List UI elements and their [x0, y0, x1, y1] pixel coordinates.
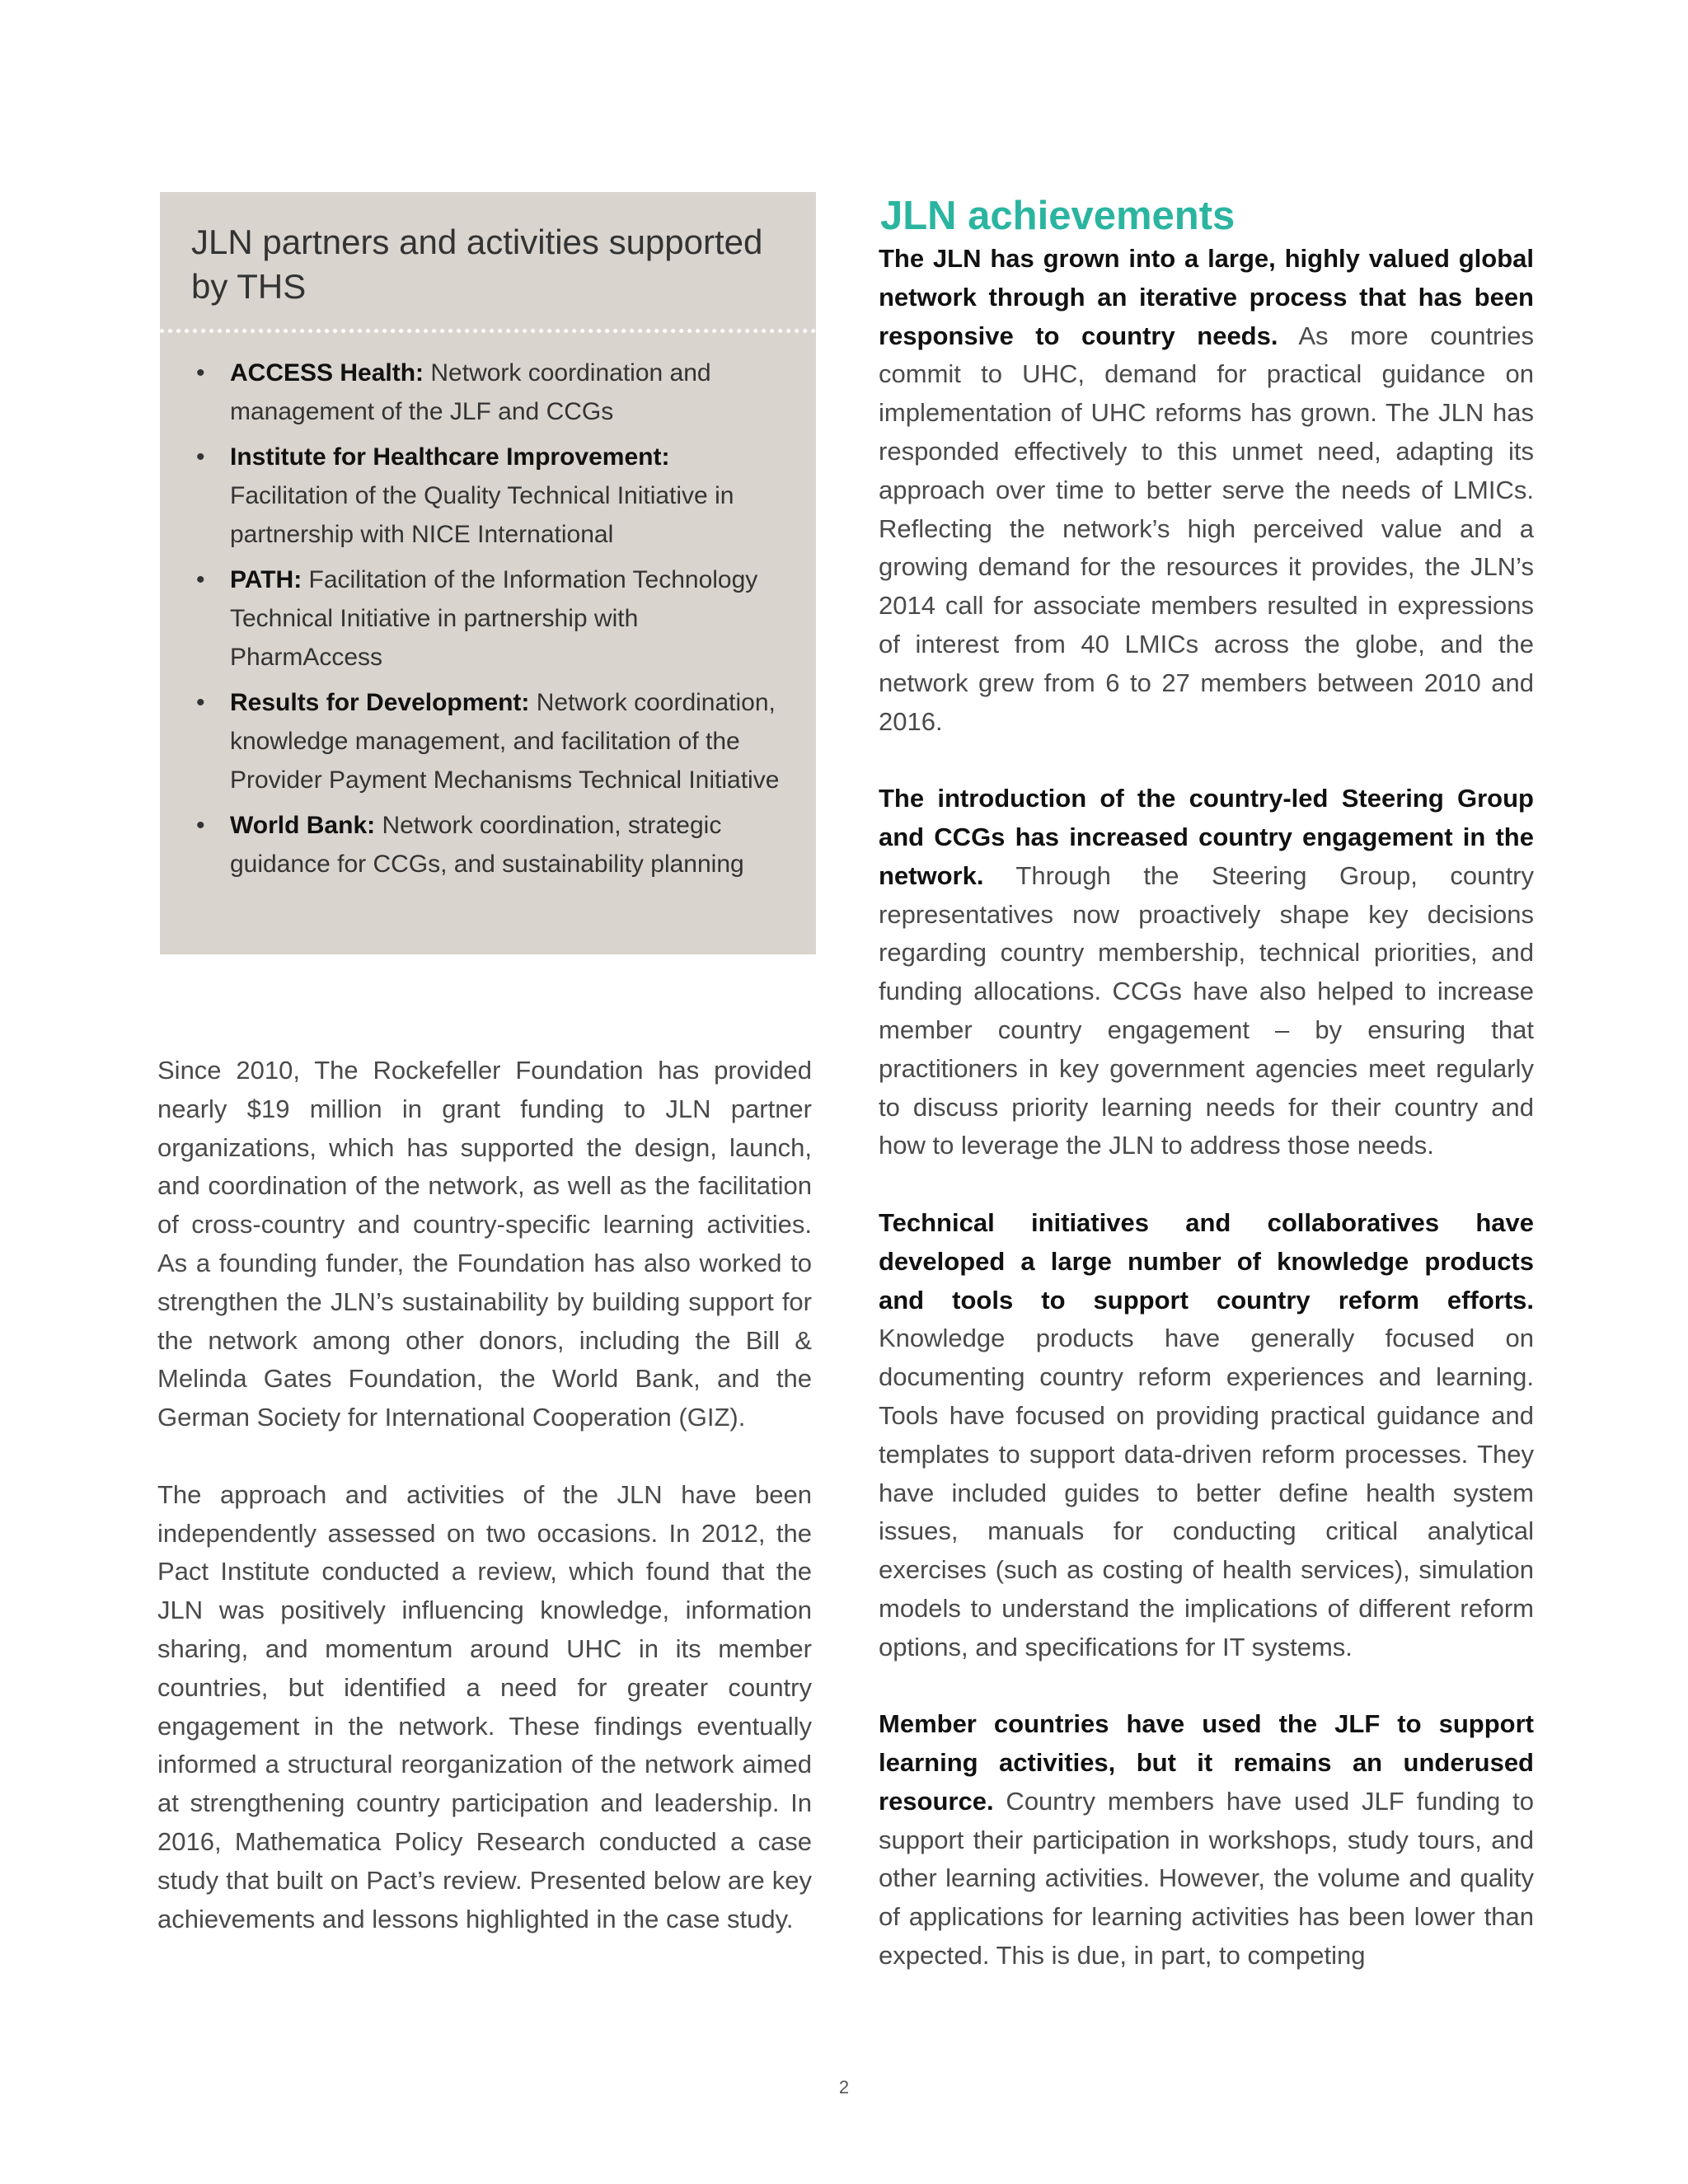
paragraph-text: Country members have used JLF funding to support their participation in workshops, study tours, and other learning activities. However, the volume and quality of applications for learning activities has been lower than expected. This is due, in part, to competing — [879, 1786, 1534, 1971]
list-item — [196, 683, 790, 799]
bullet-icon: • — [196, 443, 205, 471]
partner-activity: Facilitation of the Quality Technical Initiative in partnership with NICE International — [230, 482, 734, 548]
paragraph-lead: Technical initiatives and collaboratives have developed a large number of knowledge products and tools to support country reform efforts. — [879, 1207, 1534, 1315]
sidebar-box-title: JLN partners and activities supported by THS — [191, 223, 763, 306]
list-item — [196, 354, 790, 431]
dotted-divider — [160, 329, 816, 333]
list-item — [196, 438, 790, 554]
right-column — [879, 192, 1534, 2014]
partner-activity: Network coordination, strategic guidance for CCGs, and sustainability planning — [230, 812, 744, 878]
body-paragraph — [879, 780, 1534, 1165]
partner-name: ACCESS Health: — [230, 359, 424, 387]
body-paragraph: Since 2010, The Rockefeller Foundation has provided nearly $19 million in grant funding to JLN partner organizations, which has supported the design, launch, and coordination of the network, as well as the facilitation of cross-country and country-specific learning activities. As a founding funder, the Foundation has also worked to strengthen the JLN’s sustainability by building support for the network among other donors, including the Bill & Melinda Gates Foundation, the World Bank, and the German Society for International Cooperation (GIZ). — [157, 1056, 812, 1432]
list-item — [196, 806, 790, 883]
partner-name: Institute for Healthcare Improvement: — [230, 443, 670, 471]
body-paragraph — [879, 1705, 1534, 1975]
bullet-icon: • — [196, 566, 205, 593]
paragraph-text: Knowledge products have generally focused on documenting country reform experiences and learning. Tools have focused on providing practical guidance and templates to support data-driven reform processes. They have included guides to better define health system issues, manuals for conducting critical analytical exercises (such as costing of health services), simulation models to understand the implications of different reform options, and specifications for IT systems. — [879, 1324, 1534, 1661]
partner-name: World Bank: — [230, 812, 376, 839]
partners-list — [196, 354, 790, 890]
page-number: 2 — [838, 2077, 850, 2097]
body-paragraph — [879, 1204, 1534, 1667]
list-item — [196, 560, 790, 677]
partner-activity: Network coordination, knowledge management, and facilitation of the Provider Payment Mechanisms Technical Initiative — [230, 689, 780, 794]
paragraph-lead: Member countries have used the JLF to support learning activities, but it remains an underused resource. — [879, 1709, 1534, 1816]
body-paragraph: The approach and activities of the JLN have been independently assessed on two occasions. In 2012, the Pact Institute conducted a review, which found that the JLN was positively influencing knowledge, information sharing, and momentum around UHC in its member countries, but identified a need for greater country engagement in the network. These findings eventually informed a structural reorganization of the network aimed at strengthening country participation and leadership. In 2016, Mathematica Policy Research conducted a case study that built on Pact’s review. Presented below are key achievements and lessons highlighted in the case study. — [157, 1479, 812, 1933]
bullet-icon: • — [196, 689, 205, 716]
paragraph-lead: The introduction of the country-led Steering Group and CCGs has increased country engagement in the network. — [879, 784, 1534, 890]
paragraph-lead: The JLN has grown into a large, highly valued global network through an iterative process that has been responsive to country needs. — [879, 244, 1534, 350]
partner-activity: Network coordination and management of the JLF and CCGs — [230, 359, 711, 425]
bullet-icon: • — [196, 359, 205, 387]
section-heading: JLN achievements — [880, 194, 1236, 238]
partners-sidebar-box — [160, 192, 816, 954]
left-column — [157, 1052, 812, 1977]
body-paragraph — [879, 240, 1534, 741]
bullet-icon: • — [196, 812, 205, 839]
partner-name: PATH: — [230, 566, 302, 593]
partner-activity: Facilitation of the Information Technology Technical Initiative in partnership with PharmAccess — [230, 566, 758, 671]
paragraph-text: Through the Steering Group, country representatives now proactively shape key decisions regarding country membership, technical priorities, and funding allocations. CCGs have also helped to increase member country engagement – by ensuring that practitioners in key government agencies meet regularly to discuss priority learning needs for their country and how to leverage the JLN to address those needs. — [879, 860, 1534, 1160]
paragraph-text: As more countries commit to UHC, demand for practical guidance on implementation of UHC reforms has grown. The JLN has responded effectively to this unmet need, adapting its approach over time to better serve the needs of LMICs. Reflecting the network’s high perceived value and a growing demand for the resources it provides, the JLN’s 2014 call for associate members resulted in expressions of interest from 40 LMICs across the globe, and the network grew from 6 to 27 members between 2010 and 2016. — [879, 321, 1535, 736]
partner-name: Results for Development: — [230, 689, 530, 716]
